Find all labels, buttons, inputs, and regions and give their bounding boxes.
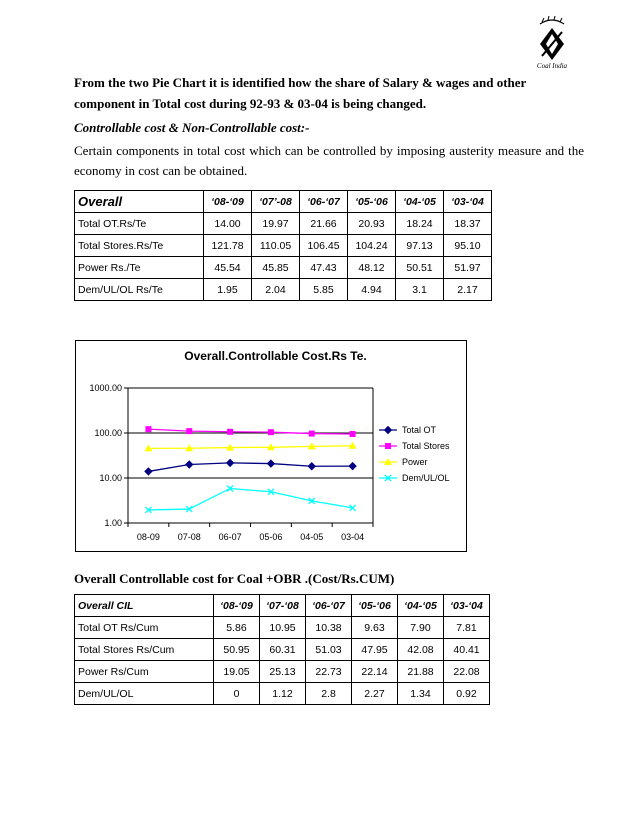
row-label: Dem/UL/OL (75, 683, 214, 705)
row-label: Power Rs./Te (75, 257, 204, 279)
table-cell: 2.27 (352, 683, 398, 705)
data-point (385, 427, 392, 434)
row-label: Dem/UL/OL Rs/Te (75, 279, 204, 301)
y-tick-label: 10.00 (99, 473, 122, 483)
table-cell: 22.73 (306, 661, 352, 683)
table-cell: 25.13 (260, 661, 306, 683)
row-label: Total Stores Rs/Cum (75, 639, 214, 661)
table-header-row (75, 595, 490, 617)
header-cell: ‘08-‘09 (204, 191, 252, 213)
row-label: Total OT Rs/Cum (75, 617, 214, 639)
data-point (309, 431, 315, 437)
table-cell: 9.63 (352, 617, 398, 639)
header-cell: Overall (75, 191, 204, 213)
table-cell: 1.34 (398, 683, 444, 705)
table-cell: 7.81 (444, 617, 490, 639)
table-cell: 10.95 (260, 617, 306, 639)
table-cell: 2.8 (306, 683, 352, 705)
data-point (186, 461, 193, 468)
data-point (267, 460, 274, 467)
subheading: Controllable cost & Non-Controllable cost:- (74, 120, 310, 135)
table-cell: 50.51 (396, 257, 444, 279)
y-tick-label: 100.00 (94, 428, 122, 438)
table-cell: 5.86 (214, 617, 260, 639)
data-point (227, 459, 234, 466)
table-row (75, 661, 490, 683)
row-label: Power Rs/Cum (75, 661, 214, 683)
controllable-cost-chart (75, 340, 467, 552)
legend-label: Dem/UL/OL (402, 473, 450, 483)
table-cell: 19.05 (214, 661, 260, 683)
chart-svg (76, 341, 466, 551)
x-tick-label: 04-05 (300, 532, 324, 542)
table-row (75, 235, 492, 257)
table-cell: 3.1 (396, 279, 444, 301)
y-tick-label: 1.00 (104, 518, 122, 528)
series-line (148, 463, 352, 472)
intro-text: From the two Pie Chart it is identified how the share of Salary & wages and other component in Total cost during 92-93 & 03-04 is being changed. (74, 75, 527, 111)
table-cell: 48.12 (348, 257, 396, 279)
table-cell: 0 (214, 683, 260, 705)
data-point (350, 431, 356, 437)
table-cell: 2.17 (444, 279, 492, 301)
header-cell: ‘03-‘04 (444, 191, 492, 213)
table-cell: 51.03 (306, 639, 352, 661)
table-row (75, 279, 492, 301)
chart-title: Overall.Controllable Cost.Rs Te. (184, 349, 367, 363)
table-cell: 19.97 (252, 213, 300, 235)
table-cell: 10.38 (306, 617, 352, 639)
data-point (308, 463, 315, 470)
data-point (145, 426, 151, 432)
table-cell: 51.97 (444, 257, 492, 279)
legend-label: Power (402, 457, 428, 467)
table-cell: 104.24 (348, 235, 396, 257)
header-cell: ‘05-‘06 (348, 191, 396, 213)
series-line (148, 488, 352, 509)
table-cell: 21.88 (398, 661, 444, 683)
x-tick-label: 03-04 (341, 532, 365, 542)
header-cell: ‘07’-08 (252, 191, 300, 213)
data-point (186, 428, 192, 434)
table-cell: 21.66 (300, 213, 348, 235)
table-cell: 60.31 (260, 639, 306, 661)
header-cell: Overall CIL (75, 595, 214, 617)
table-cell: 45.85 (252, 257, 300, 279)
y-tick-label: 1000.00 (89, 383, 122, 393)
header-cell: ‘06-‘07 (306, 595, 352, 617)
table-cell: 95.10 (444, 235, 492, 257)
x-tick-label: 07-08 (177, 532, 201, 542)
header-cell: ‘04-‘05 (398, 595, 444, 617)
header-cell: ‘06-‘07 (300, 191, 348, 213)
data-point (385, 443, 391, 449)
table-cell: 22.14 (352, 661, 398, 683)
x-tick-label: 05-06 (259, 532, 283, 542)
table-cell: 22.08 (444, 661, 490, 683)
overall-cil-table (74, 594, 490, 705)
table-row (75, 639, 490, 661)
row-label: Total OT.Rs/Te (75, 213, 204, 235)
table-row (75, 257, 492, 279)
table-cell: 47.43 (300, 257, 348, 279)
paragraph: Certain components in total cost which can be controlled by imposing austerity measure and the economy in cost can be obtained. (74, 143, 584, 178)
series-line (148, 446, 352, 449)
table-cell: 47.95 (352, 639, 398, 661)
legend-label: Total Stores (402, 441, 450, 451)
table-cell: 18.24 (396, 213, 444, 235)
table-cell: 97.13 (396, 235, 444, 257)
table-cell: 106.45 (300, 235, 348, 257)
table-cell: 50.95 (214, 639, 260, 661)
table-cell: 121.78 (204, 235, 252, 257)
table-row (75, 617, 490, 639)
x-tick-label: 06-07 (218, 532, 242, 542)
logo-caption: Coal India (536, 62, 568, 70)
table-cell: 7.90 (398, 617, 444, 639)
table-cell: 1.95 (204, 279, 252, 301)
header-cell: ‘04-‘05 (396, 191, 444, 213)
table-cell: 2.04 (252, 279, 300, 301)
header-cell: ‘08-‘09 (214, 595, 260, 617)
data-point (349, 463, 356, 470)
row-label: Total Stores.Rs/Te (75, 235, 204, 257)
legend-label: Total OT (402, 425, 437, 435)
table-cell: 1.12 (260, 683, 306, 705)
overall-cost-table (74, 190, 492, 301)
data-point (227, 429, 233, 435)
header-cell: ‘03-‘04 (444, 595, 490, 617)
header-cell: ‘05-‘06 (352, 595, 398, 617)
table-cell: 14.00 (204, 213, 252, 235)
table-cell: 42.08 (398, 639, 444, 661)
data-point (145, 468, 152, 475)
table-cell: 4.94 (348, 279, 396, 301)
x-tick-label: 08-09 (136, 532, 160, 542)
table-row (75, 683, 490, 705)
section2-title: Overall Controllable cost for Coal +OBR .(Cost/Rs.CUM) (74, 571, 395, 586)
header-cell: ‘07-‘08 (260, 595, 306, 617)
table-cell: 5.85 (300, 279, 348, 301)
data-point (268, 429, 274, 435)
table-header-row (75, 191, 492, 213)
table-cell: 0.92 (444, 683, 490, 705)
table-cell: 45.54 (204, 257, 252, 279)
table-cell: 18.37 (444, 213, 492, 235)
table-cell: 110.05 (252, 235, 300, 257)
table-cell: 40.41 (444, 639, 490, 661)
table-row (75, 213, 492, 235)
table-cell: 20.93 (348, 213, 396, 235)
